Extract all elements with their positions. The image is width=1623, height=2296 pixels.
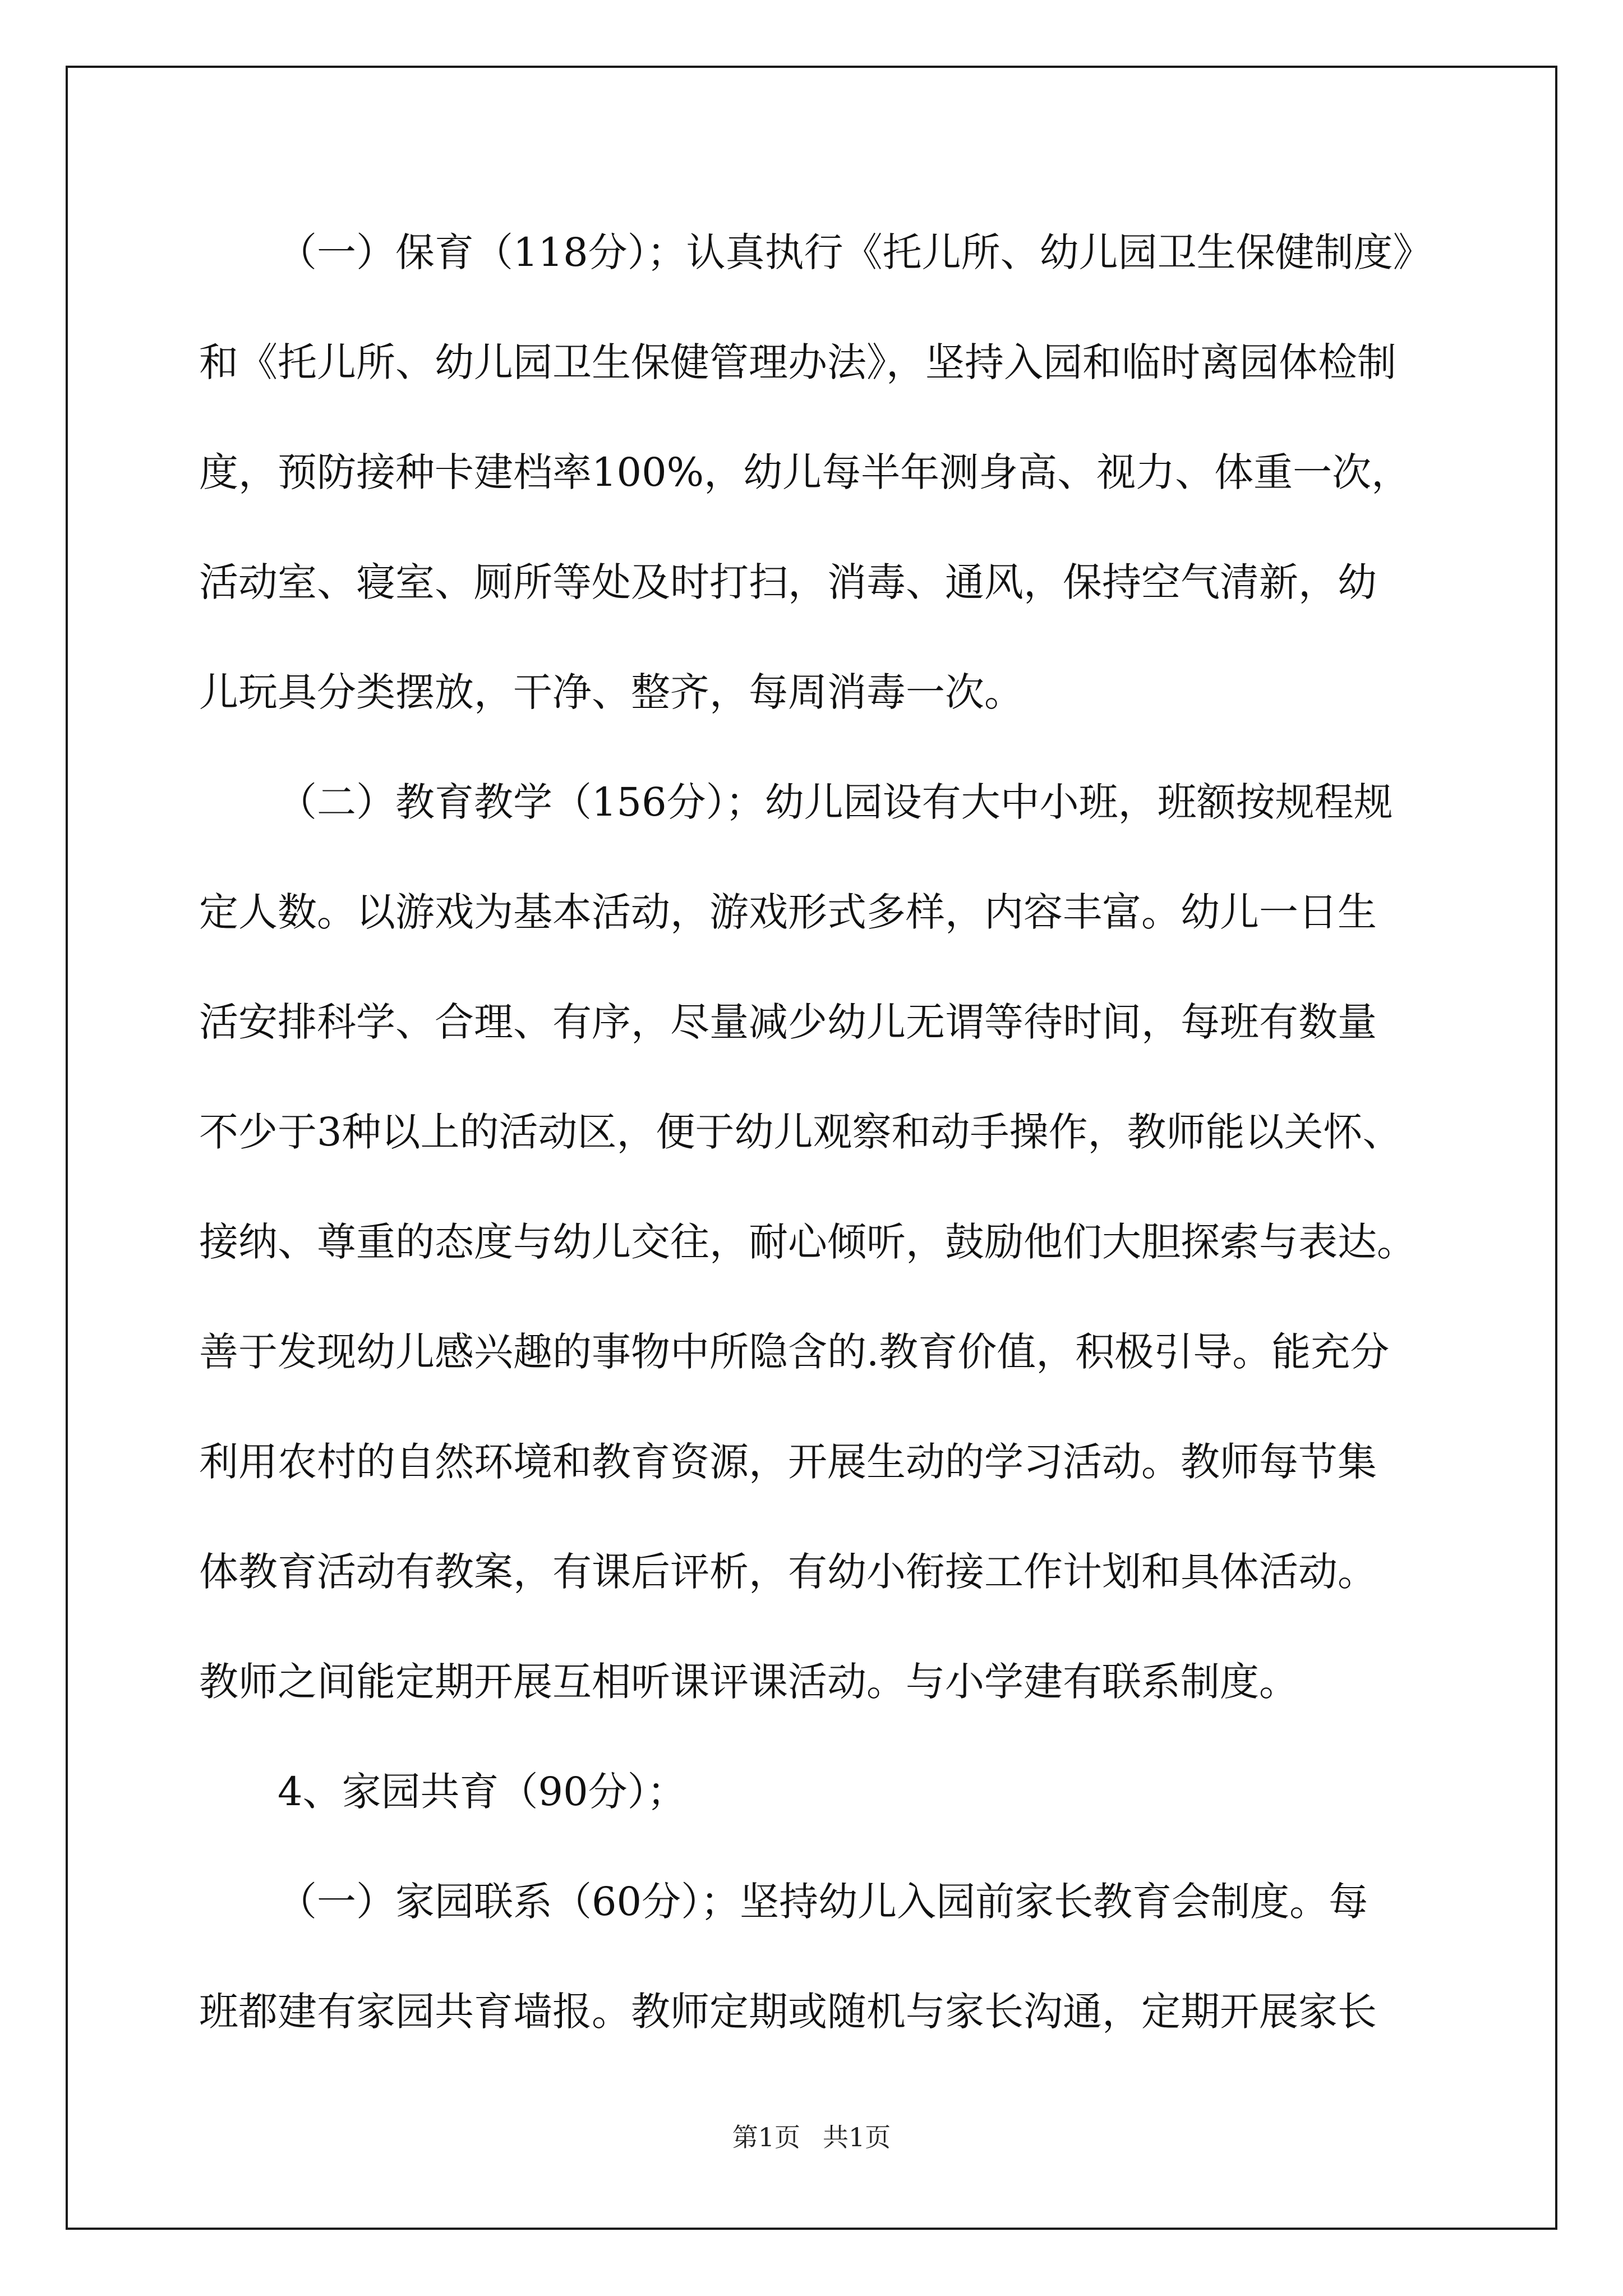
paragraph-line: 教师之间能定期开展互相听课评课活动。与小学建有联系制度。 <box>199 1659 1298 1705</box>
paragraph-line: 度，预防接种卡建档率100%，幼儿每半年测身高、视力、体重一次， <box>199 449 1411 495</box>
paragraph-line: 活动室、寝室、厕所等处及时打扫，消毒、通风，保持空气清新，幼 <box>199 559 1377 605</box>
section-heading: 4、家园共育（90分）； <box>278 1769 686 1815</box>
paragraph-line: 班都建有家园共育墙报。教师定期或随机与家长沟通，定期开展家长 <box>199 1989 1377 2035</box>
paragraph-line: （一）保育（118分）；认真执行《托儿所、幼儿园卫生保健制度》 <box>278 229 1432 275</box>
paragraph-line: 儿玩具分类摆放，干净、整齐，每周消毒一次。 <box>199 669 1023 715</box>
paragraph-line: （一）家园联系（60分）；坚持幼儿入园前家长教育会制度。每 <box>278 1879 1368 1925</box>
page-footer <box>0 2120 1623 2154</box>
paragraph-line: 和《托儿所、幼儿园卫生保健管理办法》，坚持入园和临时离园体检制 <box>199 339 1396 385</box>
document-body <box>199 197 1433 2067</box>
paragraph-line: 利用农村的自然环境和教育资源，开展生动的学习活动。教师每节集 <box>199 1439 1377 1485</box>
paragraph-line: 接纳、尊重的态度与幼儿交往，耐心倾听，鼓励他们大胆探索与表达。 <box>199 1219 1416 1265</box>
paragraph-line: 活安排科学、合理、有序，尽量减少幼儿无谓等待时间，每班有数量 <box>199 999 1377 1045</box>
page-number: 第1页 <box>732 2122 800 2152</box>
paragraph-line: 善于发现幼儿感兴趣的事物中所隐含的.教育价值，积极引导。能充分 <box>199 1329 1390 1375</box>
page-total: 共1页 <box>823 2122 891 2152</box>
paragraph-line: 体教育活动有教案，有课后评析，有幼小衔接工作计划和具体活动。 <box>199 1549 1377 1595</box>
paragraph-line: 不少于3种以上的活动区，便于幼儿观察和动手操作，教师能以关怀、 <box>199 1109 1402 1155</box>
paragraph-line: 定人数。以游戏为基本活动，游戏形式多样，内容丰富。幼儿一日生 <box>199 889 1377 935</box>
paragraph-line: （二）教育教学（156分）；幼儿园设有大中小班，班额按规程规 <box>278 779 1393 825</box>
